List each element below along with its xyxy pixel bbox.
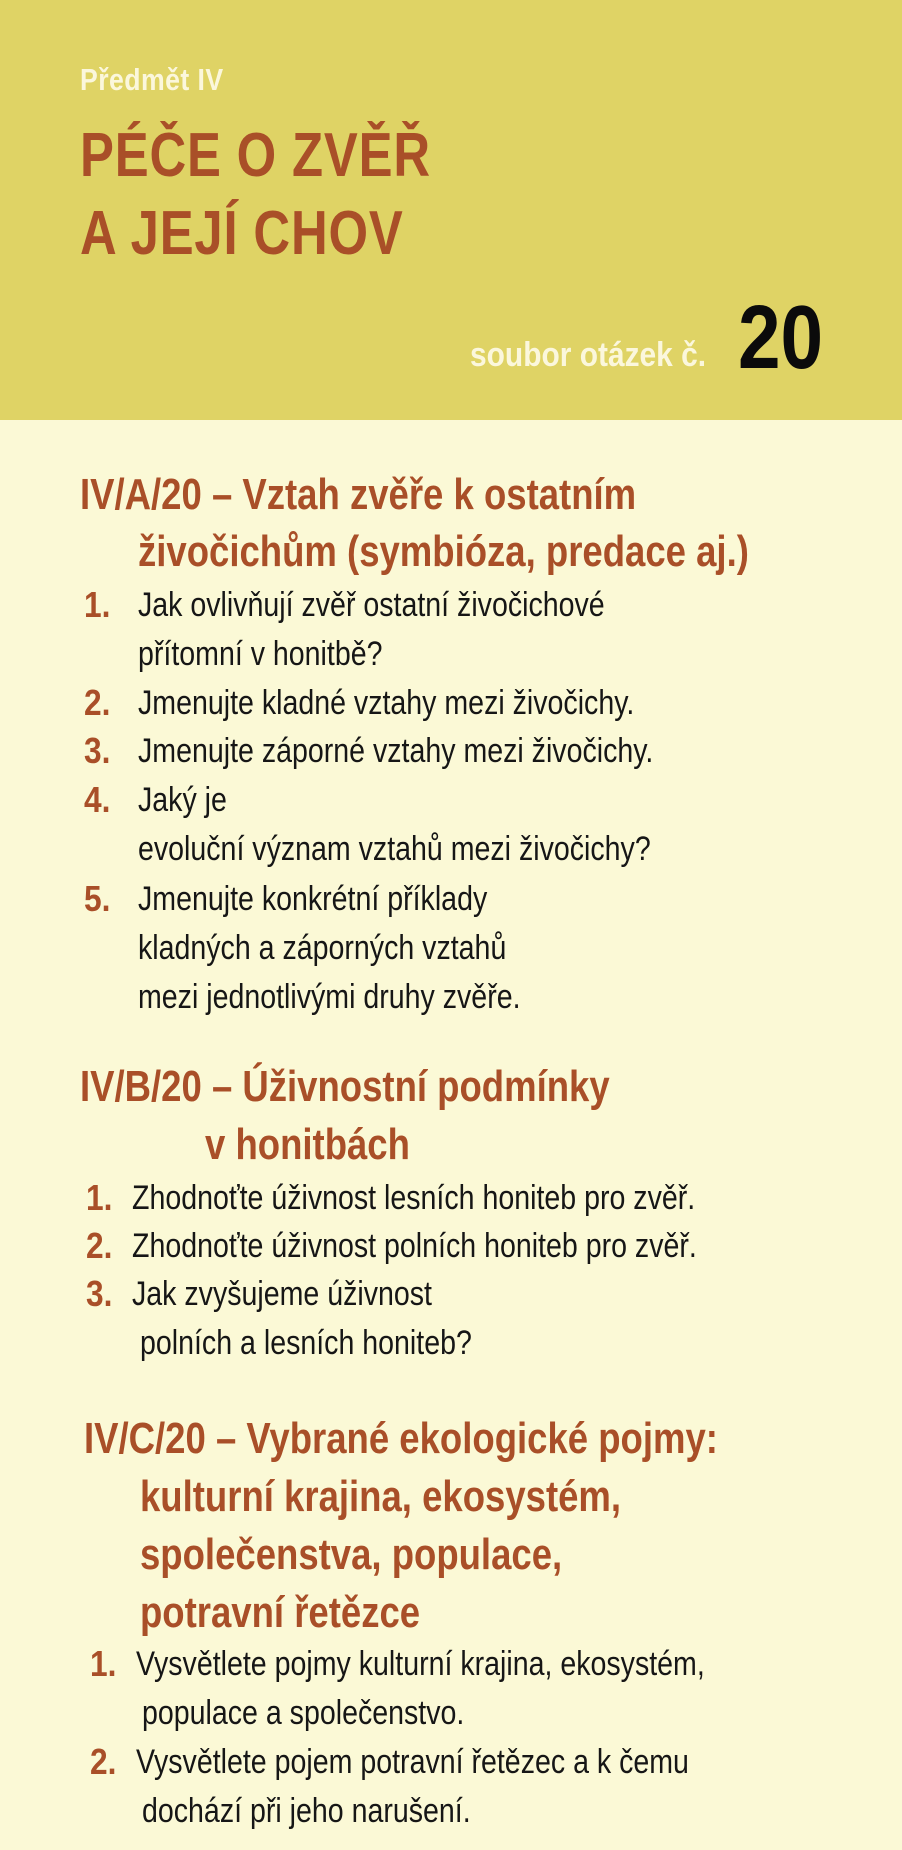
question-text: Zhodnoťte úživnost polních honiteb pro zvěř. bbox=[132, 1227, 697, 1265]
question-text: Jmenujte záporné vztahy mezi živočichy. bbox=[138, 732, 654, 770]
question-number: 1. bbox=[90, 1643, 117, 1684]
section-a-heading-line2: živočichům (symbióza, predace aj.) bbox=[138, 527, 749, 576]
question-text: Jmenujte kladné vztahy mezi živočichy. bbox=[138, 684, 635, 722]
question-number: 4. bbox=[84, 779, 111, 820]
question-text: polních a lesních honiteb? bbox=[140, 1324, 472, 1362]
question-text: populace a společenstvo. bbox=[142, 1694, 465, 1732]
question-number: 3. bbox=[86, 1273, 113, 1314]
question-text: Vysvětlete pojmy kulturní krajina, ekosystém, bbox=[136, 1645, 705, 1683]
page-title-line2: A JEJÍ CHOV bbox=[80, 199, 404, 268]
question-text: kladných a záporných vztahů bbox=[138, 929, 507, 967]
section-c-heading-line2: kulturní krajina, ekosystém, bbox=[140, 1472, 622, 1521]
section-a-heading-line1: IV/A/20 – Vztah zvěře k ostatním bbox=[80, 470, 637, 519]
section-c-heading-line3: společenstva, populace, bbox=[140, 1530, 563, 1579]
question-set-number: 20 bbox=[738, 288, 824, 388]
question-number: 1. bbox=[84, 584, 111, 625]
question-text: Jmenujte konkrétní příklady bbox=[138, 880, 488, 918]
question-number: 3. bbox=[84, 730, 111, 771]
section-c-heading-line4: potravní řetězce bbox=[140, 1588, 421, 1637]
section-c-heading-line1: IV/C/20 – Vybrané ekologické pojmy: bbox=[84, 1414, 718, 1463]
question-text: Jak ovlivňují zvěř ostatní živočichové bbox=[138, 586, 605, 624]
question-text: evoluční význam vztahů mezi živočichy? bbox=[138, 830, 651, 868]
question-text: Zhodnoťte úživnost lesních honiteb pro zvěř. bbox=[132, 1179, 696, 1217]
section-b-heading-line2: v honitbách bbox=[205, 1120, 410, 1169]
page-title-line1: PÉČE O ZVĚŘ bbox=[80, 121, 431, 190]
question-number: 5. bbox=[84, 878, 111, 919]
header-band bbox=[0, 0, 902, 420]
section-b-heading-line1: IV/B/20 – Úživnostní podmínky bbox=[80, 1062, 610, 1111]
question-text: Jaký je bbox=[138, 781, 227, 819]
question-number: 2. bbox=[86, 1225, 113, 1266]
question-text: mezi jednotlivými druhy zvěře. bbox=[138, 978, 521, 1016]
question-number: 2. bbox=[90, 1741, 117, 1782]
question-set-label: soubor otázek č. bbox=[470, 336, 707, 374]
question-number: 2. bbox=[84, 682, 111, 723]
question-text: dochází při jeho narušení. bbox=[142, 1792, 471, 1830]
question-text: Vysvětlete pojem potravní řetězec a k čemu bbox=[136, 1743, 689, 1781]
question-number: 1. bbox=[86, 1177, 113, 1218]
question-text: Jak zvyšujeme úživnost bbox=[132, 1275, 432, 1313]
subject-label: Předmět IV bbox=[80, 62, 224, 97]
question-text: přítomní v honitbě? bbox=[138, 635, 383, 673]
